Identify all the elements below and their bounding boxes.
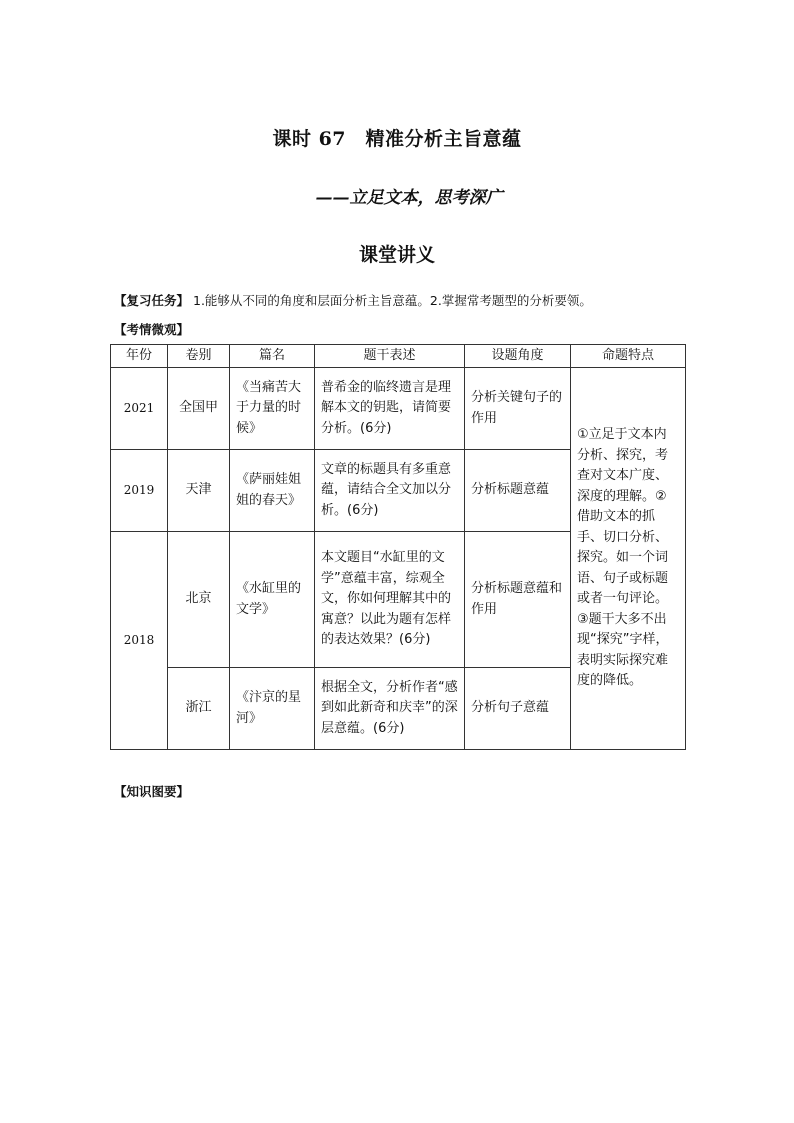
- zhishi-label: 【知识图要】: [114, 784, 190, 799]
- header-piece: 篇名: [230, 345, 315, 368]
- exam-table: [110, 344, 686, 750]
- review-task-text: 1.能够从不同的角度和层面分析主旨意蕴。2.掌握常考题型的分析要领。: [193, 293, 592, 308]
- cell-angle: 分析关键句子的作用: [465, 368, 571, 450]
- cell-year: 2019: [111, 450, 168, 532]
- table-row: [111, 368, 686, 450]
- header-question: 题干表述: [315, 345, 465, 368]
- cell-piece: 《汴京的星河》: [230, 668, 315, 750]
- cell-question: 本文题目“水缸里的文学”意蕴丰富，综观全文，你如何理解其中的寓意？以此为题有怎样的表达效果？(6分): [315, 532, 465, 668]
- cell-year: 2018: [111, 532, 168, 750]
- header-year: 年份: [111, 345, 168, 368]
- cell-paper: 全国甲: [168, 368, 230, 450]
- review-task: [114, 291, 592, 309]
- header-angle: 设题角度: [465, 345, 571, 368]
- cell-piece: 《萨丽娃姐姐的春天》: [230, 450, 315, 532]
- header-paper: 卷别: [168, 345, 230, 368]
- cell-paper: 浙江: [168, 668, 230, 750]
- review-task-tag: 【复习任务】: [114, 293, 190, 308]
- cell-angle: 分析标题意蕴和作用: [465, 532, 571, 668]
- table-header-row: [111, 345, 686, 368]
- cell-paper: 天津: [168, 450, 230, 532]
- cell-angle: 分析句子意蕴: [465, 668, 571, 750]
- cell-paper: 北京: [168, 532, 230, 668]
- page-subtitle: ——立足文本，思考深广: [315, 188, 503, 208]
- page-title: 课时 67 精准分析主旨意蕴: [272, 128, 522, 150]
- cell-piece: 《当痛苦大于力量的时候》: [230, 368, 315, 450]
- cell-angle: 分析标题意蕴: [465, 450, 571, 532]
- cell-question: 根据全文，分析作者“感到如此新奇和庆幸”的深层意蕴。(6分): [315, 668, 465, 750]
- header-feature: 命题特点: [571, 345, 686, 368]
- cell-piece: 《水缸里的文学》: [230, 532, 315, 668]
- cell-year: 2021: [111, 368, 168, 450]
- cell-question: 文章的标题具有多重意蕴，请结合全文加以分析。(6分): [315, 450, 465, 532]
- kaoqing-label: 【考情微观】: [114, 322, 190, 337]
- cell-question: 普希金的临终遗言是理解本文的钥匙，请简要分析。(6分): [315, 368, 465, 450]
- cell-feature: ①立足于文本内分析、探究，考查对文本广度、深度的理解。②借助文本的抓手、切口分析、探究。如一个词语、句子或标题或者一句评论。③题干大多不出现“探究”字样，表明实际探究难度的降低。: [571, 368, 686, 750]
- section-heading: 课堂讲义: [358, 244, 435, 266]
